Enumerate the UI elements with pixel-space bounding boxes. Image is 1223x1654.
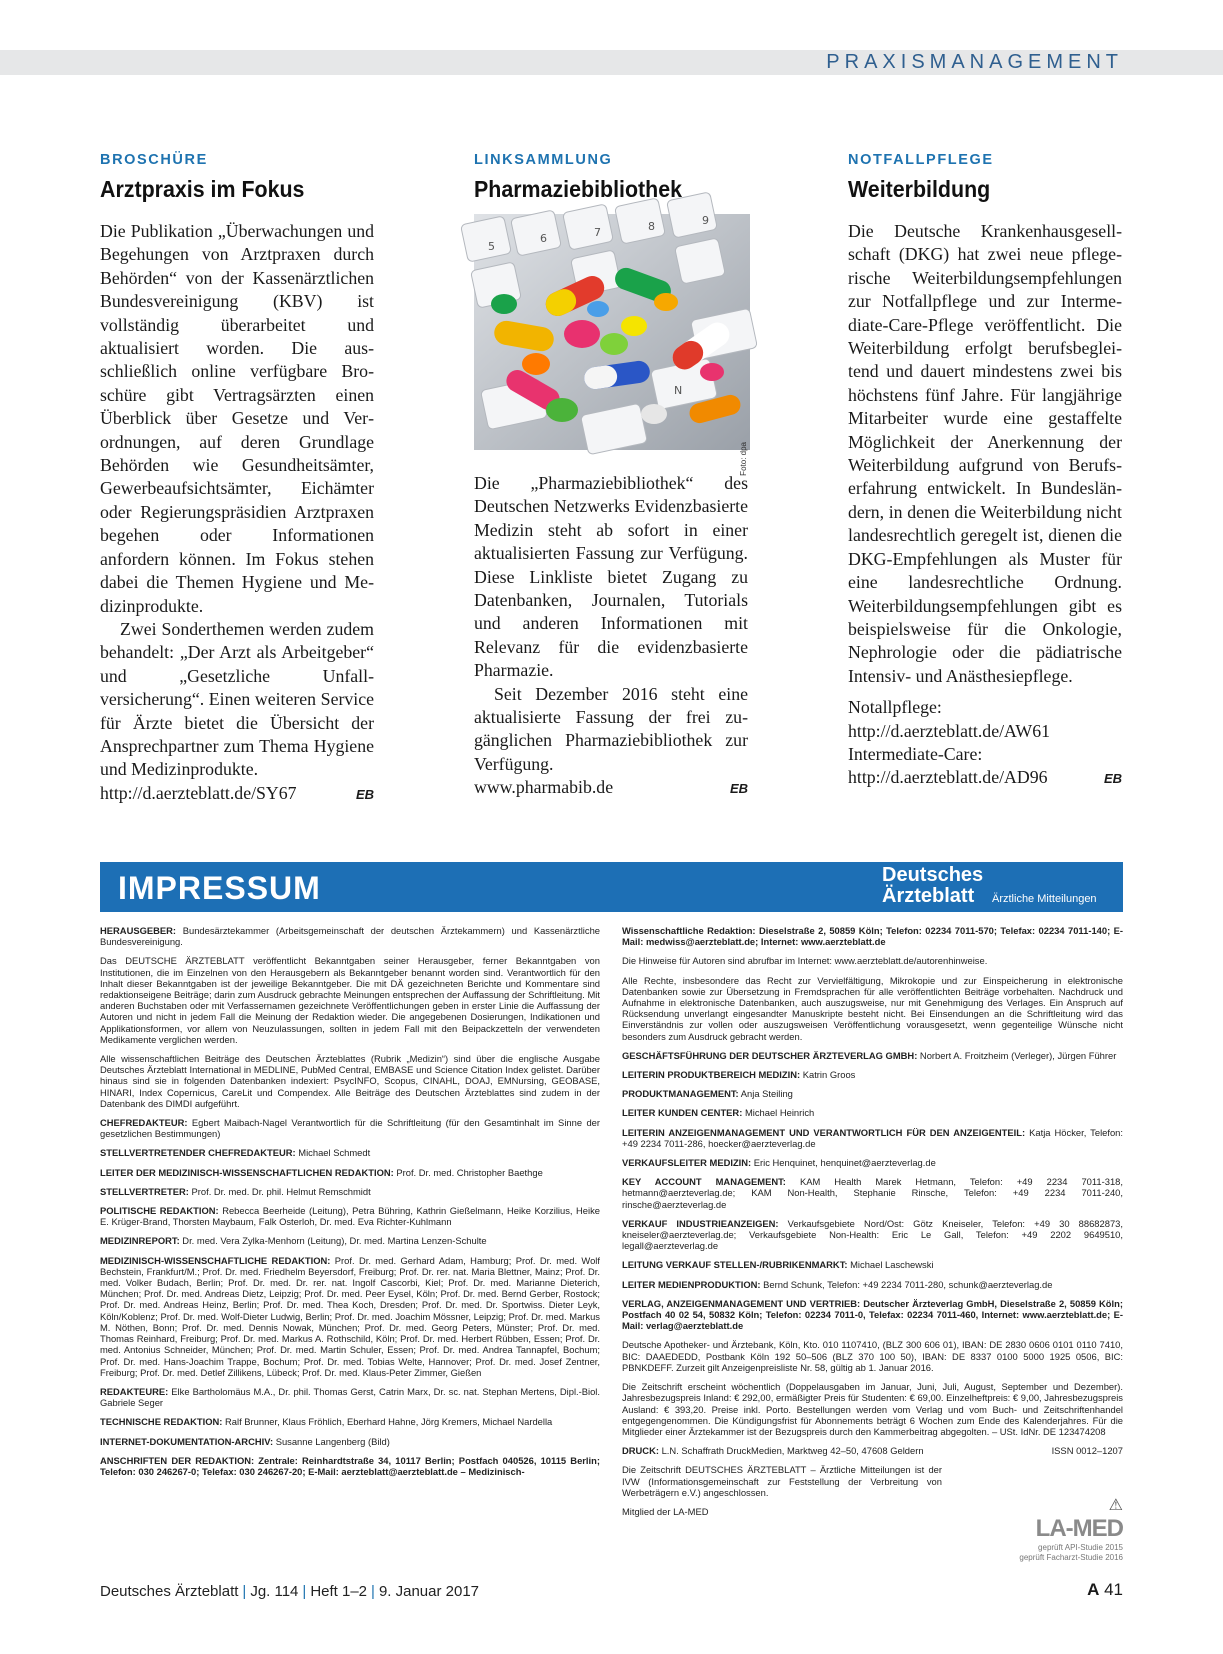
impressum-entry-text: Alle Rechte, insbesondere das Recht zur Vervielfältigung, Mikrokopie und zur Einspeicherung in elektronische Datenbanken sowie zur Übersetzung in Fremdsprachen für alle veröffentlichten Beiträge vorbehalten. Nachdruck und Aufnahme in elektronische Datenbanken, auch auszugsweise, nur mit Genehmigung des Verlages. Ein Anspruch auf Rücksendung unverlangt eingesandter Manuskripte besteht nicht. Bei Einsendungen an die Schriftleitung wird das Einverständnis zur vollen oder auszugsweisen Veröffentlichung vorausgesetzt, wenn gegenteilige Wünsche nicht besonders zum Ausdruck gebracht werden. xyxy=(622,974,1123,1042)
impressum-entry xyxy=(100,1255,600,1378)
article-paragraph: Die „Pharmaziebibliothek“ des Deutschen Netzwerks Evidenzbasierte Medizin steht ab sofort in einer aktualisierten Fassung zur Verfügung. Diese Linkliste bietet Zugang zu Datenbanken, Journalen, Tutorials und anderen Informationen mit Relevanz für die evidenzbasierte Pharmazie. xyxy=(474,473,748,681)
impressum-entry-label: LEITUNG VERKAUF STELLEN-/RUBRIKENMARKT: xyxy=(622,1259,848,1271)
impressum-entry-label: LEITERIN PRODUKTBEREICH MEDIZIN: xyxy=(622,1069,801,1081)
impressum-entry xyxy=(622,1218,1123,1252)
lamed-seal xyxy=(1010,1495,1123,1563)
impressum-left-column xyxy=(100,925,600,1485)
impressum-entry-label: INTERNET-DOKUMENTATION-ARCHIV: xyxy=(100,1435,274,1447)
pills-photo-graphic xyxy=(474,214,750,450)
impressum-right-list xyxy=(622,925,1123,1437)
article-link[interactable]: http://d.aerzteblatt.de/AD96 xyxy=(848,767,1048,788)
impressum-entry-text: Bundesärztekammer (Arbeitsgemeinschaft der deutschen Ärztekammern) und Kassenärztliche Bundesvereinigung. xyxy=(100,925,600,948)
impressum-entry xyxy=(100,1117,600,1139)
impressum-entry xyxy=(622,1050,1123,1061)
impressum-entry-label: MEDIZINISCH-WISSENSCHAFTLICHE REDAKTION: xyxy=(100,1254,331,1266)
article-kicker: NOTFALLPFLEGE xyxy=(848,152,994,168)
article-notfallpflege xyxy=(848,150,1122,791)
impressum-entry xyxy=(100,1455,600,1477)
svg-text:6: 6 xyxy=(540,232,547,245)
impressum-entry-label: TECHNISCHE REDAKTION: xyxy=(100,1416,223,1428)
article-link[interactable]: www.pharmabib.de xyxy=(474,777,614,798)
impressum-entry-label: GESCHÄFTSFÜHRUNG DER DEUTSCHER ÄRZTEVERLAG GMBH: xyxy=(622,1049,918,1061)
article-paragraph: Die Publikation „Überwachungen und Begehungen von Arztpraxen durch Behörden“ von der Kassenärztlichen Bundesvereinigung (KBV) ist vollständig überarbeitet und aktualisiert worden. Die ausschließlich online verfügbare Broschüre gibt Vertragsärzten einen Überblick über Gesetze und Verordnungen, auf deren Grundlage Behörden wie Gesundheitsämter, Gewerbeaufsichtsämter, Eichämter oder Regierungspräsidien Arztpraxen begehen oder Informationen anfordern können. Im Fokus stehen dabei die Themen Hygiene und Medizinprodukte. xyxy=(100,221,374,616)
impressum-entry-label: KEY ACCOUNT MANAGEMENT: xyxy=(622,1176,786,1188)
page-prefix: A xyxy=(1087,1580,1100,1599)
svg-text:8: 8 xyxy=(648,220,655,233)
impressum-entry-text: KAM Health Marek Hetmann, Telefon: +49 2234 7011-318, hetmann@aerzteverlag.de; KAM Non-Health, Stephanie Rinsche, Telefon: +49 2234 7011-240, rinsche@aerzteverlag.de xyxy=(622,1176,1123,1210)
lamed-mark: LA-MED xyxy=(1035,1515,1123,1542)
footer-date: 9. Januar 2017 xyxy=(378,1583,480,1600)
impressum-entry xyxy=(622,955,1123,966)
impressum-entry-text: Bernd Schunk, Telefon: +49 2234 7011-280, schunk@aerzteverlag.de xyxy=(763,1278,1053,1290)
impressum-entry xyxy=(622,1176,1123,1210)
impressum-entry-text: Norbert A. Froitzheim (Verleger), Jürgen Führer xyxy=(919,1049,1117,1061)
impressum-entry xyxy=(622,1088,1123,1099)
impressum-entry-label: REDAKTEURE: xyxy=(100,1385,169,1397)
article-kicker: BROSCHÜRE xyxy=(100,152,208,168)
impressum-entry-label: VERLAG, ANZEIGENMANAGEMENT UND VERTRIEB: Deutscher Ärzteverlag GmbH, Dieselstraße 2, 50859 Köln; Postfach 40 02 54, 50832 Köln; Telefon: 02234 7011-0, Telefax: 02234 7011-460, Internet: www.aerzteblatt.de; E-Mail: verlag@aerzteblatt.de xyxy=(622,1297,1123,1332)
impressum-entry xyxy=(622,1127,1123,1149)
impressum-entry-label: MEDIZINREPORT: xyxy=(100,1235,180,1247)
impressum-entry xyxy=(622,1381,1123,1437)
druck-text: L.N. Schaffrath DruckMedien, Marktweg 42–50, 47608 Geldern xyxy=(661,1445,924,1457)
impressum-entry-text: Rebecca Beerheide (Leitung), Petra Bühring, Kathrin Gießelmann, Heike Korzilius, Heike E. Krüger-Brand, Thorsten Maybaum, Falk Osterloh, Dr. med. Eva Richter-Kuhlmann xyxy=(100,1205,600,1228)
impressum-entry xyxy=(622,1069,1123,1080)
article-paragraph: Zwei Sonderthemen werden zudem behandelt: „Der Arzt als Arbeitgeber“ und „Gesetzliche Unfallversicherung“. Einen weiteren Service für Ärzte bietet die Übersicht der Ansprechpartner zum Thema Hygiene und Medizinprodukte. xyxy=(100,618,374,780)
journal-logo-line2: Ärzteblatt xyxy=(882,885,975,907)
author-initials: EB xyxy=(355,786,374,802)
impressum-entry-label: LEITER MEDIENPRODUKTION: xyxy=(622,1278,761,1290)
lamed-member: Mitglied der LA-MED xyxy=(622,1505,709,1517)
impressum-entry xyxy=(622,975,1123,1042)
impressum-entry-text: Deutsche Apotheker- und Ärztebank, Köln, Kto. 010 1107410, (BLZ 300 606 01), IBAN: DE 2830 0606 0101 0110 7410, BIC: DAAEDEDD, Postbank Köln 192 50–506 (BLZ 370 100 50), IBAN: DE 8337 0100 5000 1925 0506, BIC: PBNKDEFF. Zurzeit gilt Anzeigenpreisliste Nr. 58, gültig ab 1. Januar 2016. xyxy=(622,1339,1123,1373)
article-broschuere xyxy=(100,150,374,806)
impressum-entry-label: Wissenschaftliche Redaktion: Dieselstraße 2, 50859 Köln; Telefon: 02234 7011-570; Telefax: 02234 7011-140; E-Mail: medwiss@aerzteblatt.de; Internet: www.aerzteblatt.de xyxy=(622,925,1123,948)
impressum-entry xyxy=(622,1279,1123,1290)
impressum-entry-text: Elke Bartholomäus M.A., Dr. phil. Thomas Gerst, Catrin Marx, Dr. sc. nat. Stephan Mertens, Dipl.-Biol. Gabriele Seger xyxy=(100,1385,600,1409)
link-label: Intermediate-Care: xyxy=(848,743,983,764)
page-value: 41 xyxy=(1104,1580,1123,1599)
impressum-entry-text: Dr. med. Vera Zylka-Menhorn (Leitung), Dr. med. Martina Lenzen-Schulte xyxy=(182,1235,487,1247)
impressum-entry-label: STELLVERTRETER: xyxy=(100,1185,189,1197)
impressum-entry xyxy=(622,1157,1123,1168)
impressum-entry xyxy=(622,1339,1123,1373)
impressum-entry xyxy=(622,1259,1123,1270)
impressum-entry-label: CHEFREDAKTEUR: xyxy=(100,1117,188,1129)
impressum-entry-text: Ralf Brunner, Klaus Fröhlich, Eberhard Hahne, Jörg Kremers, Michael Nardella xyxy=(225,1416,553,1428)
impressum-entry xyxy=(100,925,600,947)
impressum-entry-label: HERAUSGEBER: xyxy=(100,925,177,936)
article-linksammlung xyxy=(474,150,748,801)
impressum-entry xyxy=(100,1386,600,1408)
ivw-note: Die Zeitschrift DEUTSCHES ÄRZTEBLATT – Ärztliche Mitteilungen ist der IVW (Informationsgemeinschaft zur Feststellung der Verbreitung von Werbeträgern e.V.) angeschlossen. xyxy=(622,1464,942,1498)
impressum-entry-label: ANSCHRIFTEN DER REDAKTION: Zentrale: Reinhardtstraße 34, 10117 Berlin; Postfach 040526, 10115 Berlin; Telefon: 030 246267-0; Telefax: 030 246267-20; E-Mail: aerzteblatt@aerzteblatt.de – Medizinisch- xyxy=(100,1454,600,1477)
impressum-entry-label: LEITER DER MEDIZINISCH-WISSENSCHAFTLICHEN REDAKTION: xyxy=(100,1166,394,1178)
impressum-entry-text: Das DEUTSCHE ÄRZTEBLATT veröffentlicht Bekanntgaben seiner Herausgeber, ferner Bekanntgaben von Institutionen, die im Einzelnen von den Herausgebern als Bekanntgeber benannt worden sind. Verantwortlich für den Inhalt dieser Bekanntgaben ist der jeweilige Bekanntgeber. Die mit DÄ gezeichneten Berichte und Kommentare sind redaktionseigene Beiträge; darin zum Ausdruck gebrachte Meinungen entsprechen der Auffassung der Schriftleitung. Mit anderen Buchstaben oder mit Verfassernamen gezeichnete Veröffentlichungen geben in erster Linie die Auffassung der Autoren und nicht in jedem Fall die Meinung der Redaktion wieder. Die angegebenen Dosierungen, Indikationen und Applikationsformen, vor allem von Neuzulassungen, sollten in jedem Fall mit den Beipackzetteln der verwendeten Medikamente verglichen werden. xyxy=(100,955,600,1045)
impressum-entry-label: VERKAUF INDUSTRIEANZEIGEN: xyxy=(622,1217,779,1229)
impressum-entry xyxy=(100,1186,600,1197)
impressum-entry-text: Anja Steiling xyxy=(740,1088,793,1100)
journal-logo-subtitle: Ärztliche Mitteilungen xyxy=(992,893,1097,905)
footer-issue: Heft 1–2 xyxy=(310,1583,368,1600)
impressum-entry xyxy=(100,1436,600,1447)
article-title: Arztpraxis im Fokus xyxy=(100,176,305,202)
impressum-entry xyxy=(622,1298,1123,1332)
impressum-entry xyxy=(100,1235,600,1246)
issn: ISSN 0012–1207 xyxy=(1051,1445,1123,1457)
impressum-entry-text: Prof. Dr. med. Dr. phil. Helmut Remschmidt xyxy=(191,1185,371,1197)
impressum-entry-text: Prof. Dr. med. Gerhard Adam, Hamburg; Prof. Dr. med. Wolf Bechstein, Frankfurt/M.; Prof. Dr. med. Friedhelm Beyersdorf, Freiburg; Prof. Dr. rer. nat. Maria Blettner, Mainz; Prof. Dr. med. Volker Budach, Berlin; Prof. Dr. med. Dr. rer. nat. Ingolf Cascorbi, Kiel; Prof. Dr. med. Marianne Dieterich, München; Prof. Dr. med. Andreas Dietz, Leipzig; Prof. Dr. med. Peer Eysel, Köln; Prof. Dr. med. Bernd Gerber, Rostock; Prof. Dr. med. Andreas Heinz, Berlin; Prof. Dr. med. Thea Koch, Dresden; Prof. Dr. med. Dr. Sportwiss. Dieter Leyk, Köln/Koblenz; Prof. Dr. med. Wolf-Dieter Ludwig, Berlin; Prof. Dr. med. Joachim Mössner, Leipzig; Prof. Dr. med. Markus M. Nöthen, Bonn; Prof. Dr. med. Dennis Nowak, München; Prof. Dr. med. Georg Peters, Münster; Prof. Dr. med. Thomas Reinhard, Freiburg; Prof. Dr. med. Markus A. Rothschild, Köln; Prof. Dr. med. Herbert Rübben, Essen; Prof. Dr. med. Antonius Schneider, München; Prof. Dr. med. Martin Schuler, Essen; Prof. Dr. med. Andrea Tannapfel, Bochum; Prof. Dr. med. Hans-Joachim Trappe, Bochum; Prof. Dr. med. Tobias Welte, Hannover; Prof. Dr. med. Josef Zentner, Freiburg; Prof. Dr. med. Detlef Zillikens, Lübeck; Prof. Dr. med. Klaus-Peter Zimmer, Gießen xyxy=(100,1254,600,1378)
article-title: Weiterbildung xyxy=(848,176,991,202)
article-title: Pharmaziebibliothek xyxy=(474,176,683,202)
page-footer: Deutsches Ärzteblatt | Jg. 114 | Heft 1–2 | 9. Januar 2017 xyxy=(100,1583,480,1600)
impressum-entry-text: Alle wissenschaftlichen Beiträge des Deutschen Ärzteblattes (Rubrik „Medizin“) sind über die englische Ausgabe Deutsches Ärzteblatt International in MEDLINE, PubMed Central, EMBASE und Science Citation Index gelistet. Darüber hinaus sind sie in folgenden Datenbanken indexiert: PsycINFO, Scopus, CINAHL, DOAJ, EMNursing, GEOBASE, HINARI, Index Copernicus, CareLit und Compendex. Alle Beiträge des Deutschen Ärzteblattes sind zudem in der Datenbank des DIMDI aufgeführt. xyxy=(100,1053,600,1109)
impressum-entry-text: Verkaufsgebiete Nord/Ost: Götz Kneiseler, Telefon: +49 30 88682873, kneiseler@aerzteverlag.de; Verkaufsgebiete Non-Health: Eric Le Gall, Telefon: +49 2202 9649510, legall@aerzteverlag.de xyxy=(622,1217,1123,1252)
svg-text:7: 7 xyxy=(594,226,601,239)
impressum-entry-text: Michael Laschewski xyxy=(850,1259,934,1271)
svg-text:5: 5 xyxy=(488,240,495,253)
article-kicker: LINKSAMMLUNG xyxy=(474,152,613,168)
impressum-entry xyxy=(622,925,1123,947)
article-paragraph: Die Deutsche Krankenhausgesellschaft (DKG) hat zwei neue pflegerische Weiterbildungsempfehlungen zur Notfallpflege und zur Intermediate-Care-Pflege veröffentlicht. Die Weiterbildung erfolgt berufsbegleitend und dauert mindestens zwei bis höchstens fünf Jahre. Für langjährige Mitarbeiter wurde eine gestaffelte Möglichkeit der Anerkennung der Weiterbildung aufgrund von Berufserfahrung entwickelt. In Bundesländern, in denen die Weiterbildung nicht landesrechtlich geregelt ist, dienen die DKG-Empfehlungen als Muster für eine landesrechtliche Ordnung. Weiterbildungsempfehlungen gibt es beispielsweise für die Onkologie, Nephrologie oder die pädiatrische Intensiv- und Anästhesiepflege. xyxy=(848,221,1122,686)
impressum-entry xyxy=(100,1167,600,1178)
impressum-entry xyxy=(100,1205,600,1227)
svg-text:N: N xyxy=(674,384,683,397)
journal-logo-line1: Deutsches xyxy=(882,864,984,886)
impressum-title: IMPRESSUM xyxy=(118,870,321,906)
impressum-entry-text: Eric Henquinet, henquinet@aerzteverlag.de xyxy=(753,1157,936,1169)
impressum-entry-text: Die Hinweise für Autoren sind abrufbar im Internet: www.aerzteblatt.de/autorenhinweise. xyxy=(622,955,988,967)
footer-volume: Jg. 114 xyxy=(250,1583,299,1600)
lamed-sub: geprüft API-Studie 2015 xyxy=(1038,1543,1123,1552)
impressum-entry-text: Prof. Dr. med. Christopher Baethge xyxy=(396,1166,543,1178)
footer-journal: Deutsches Ärzteblatt xyxy=(100,1583,239,1600)
impressum-entry-label: LEITER KUNDEN CENTER: xyxy=(622,1107,743,1119)
photo-credit: Foto: dpa xyxy=(739,442,748,476)
impressum-entry-text: Egbert Maibach-Nagel Verantwortlich für die Schriftleitung (für den Gesamtinhalt im Sinne der gesetzlichen Bestimmungen) xyxy=(100,1117,600,1140)
impressum-entry-label: PRODUKTMANAGEMENT: xyxy=(622,1088,739,1100)
impressum-entry-label: POLITISCHE REDAKTION: xyxy=(100,1205,219,1217)
impressum-entry-text: Michael Schmedt xyxy=(298,1147,371,1159)
impressum-entry-label: VERKAUFSLEITER MEDIZIN: xyxy=(622,1157,752,1169)
author-initials: EB xyxy=(1103,771,1122,787)
impressum-entry-label: LEITERIN ANZEIGENMANAGEMENT UND VERANTWORTLICH FÜR DEN ANZEIGENTEIL: xyxy=(622,1126,1026,1138)
druck-label: DRUCK: xyxy=(622,1445,659,1457)
impressum-entry-text: Katja Höcker, Telefon: +49 2234 7011-286, hoecker@aerzteverlag.de xyxy=(622,1126,1123,1149)
impressum-entry xyxy=(100,955,600,1045)
page-number xyxy=(1087,1580,1123,1600)
link-label: Notallpflege: xyxy=(848,697,942,718)
section-label: PRAXISMANAGEMENT xyxy=(826,51,1123,73)
impressum-entry-text: Michael Heinrich xyxy=(744,1107,815,1119)
article-link[interactable]: http://d.aerzteblatt.de/AW61 xyxy=(848,720,1051,741)
warning-triangle-icon: ⚠ xyxy=(1108,1497,1123,1514)
impressum-entry xyxy=(100,1053,600,1109)
article-paragraph: Seit Dezember 2016 steht eine aktualisierte Fassung der frei zugänglichen Pharmaziebibliothek zur Verfügung. xyxy=(474,683,748,774)
impressum-entry xyxy=(622,1107,1123,1118)
article-link[interactable]: http://d.aerzteblatt.de/SY67 xyxy=(100,782,297,803)
impressum-entry-label: STELLVERTRETENDER CHEFREDAKTEUR: xyxy=(100,1147,296,1159)
impressum-entry xyxy=(100,1147,600,1158)
impressum-entry-text: Susanne Langenberg (Bild) xyxy=(275,1435,390,1447)
impressum-entry xyxy=(100,1416,600,1427)
impressum-entry-text: Katrin Groos xyxy=(802,1069,856,1081)
impressum-entry-text: Die Zeitschrift erscheint wöchentlich (Doppelausgaben im Januar, Juni, Juli, August, September und Dezember). Jahresbezugspreis Inland: € 292,00, ermäßigter Preis für Studenten: € 69,00. Einzelheftpreis: € 9,00, Jahresbezugspreis Ausland: € 393,20. Preise inkl. Porto. Bestellungen werden vom Verlag und vom Buch- und Zeitschriftenhandel entgegengenommen. Die Kündigungsfrist für Abonnements beträgt 6 Wochen zum Ende des Kalenderjahres. Für die Mitglieder einer Ärztekammer ist der Bezugspreis durch den Kammerbeitrag abgegolten. – USt. IdNr. DE 123474208 xyxy=(622,1381,1123,1437)
svg-text:9: 9 xyxy=(702,214,709,227)
impressum-right-column xyxy=(622,925,1123,1525)
lamed-sub: geprüft Facharzt-Studie 2016 xyxy=(1019,1553,1123,1562)
author-initials: EB xyxy=(729,781,748,797)
pills-on-keyboard-photo xyxy=(474,214,750,476)
